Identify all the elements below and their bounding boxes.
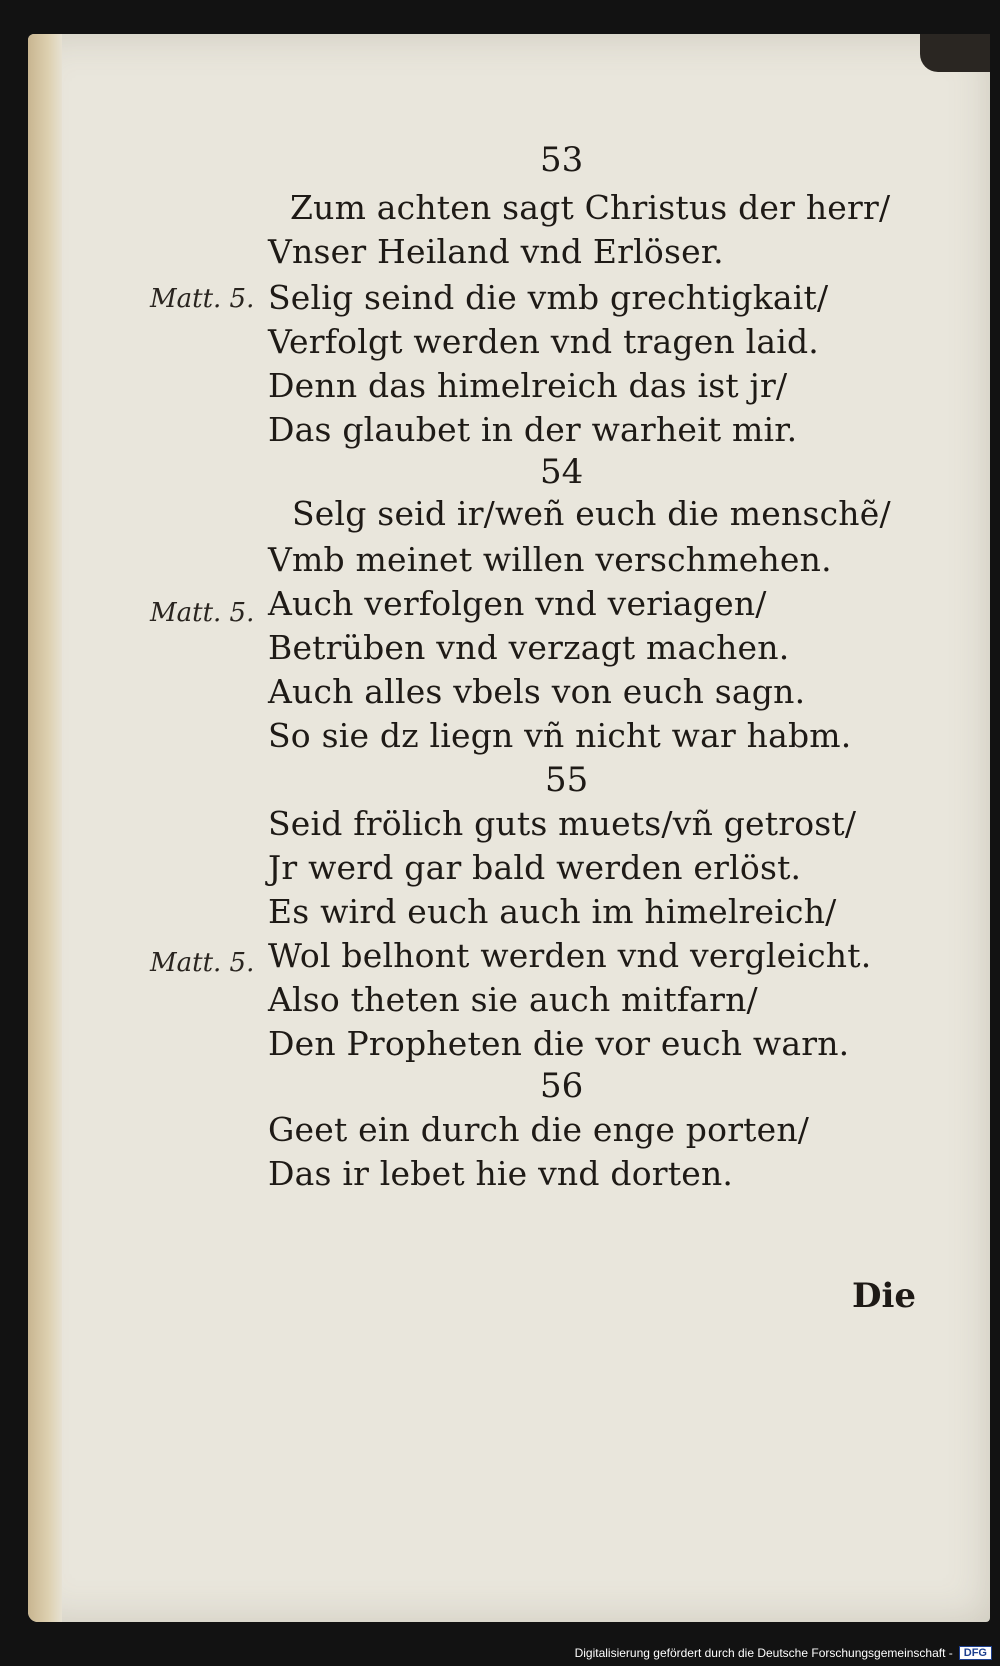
verse-line: Den Propheten die vor euch warn. — [268, 1024, 850, 1063]
verse-line: Geet ein durch die enge porten/ — [268, 1110, 810, 1149]
verse-line: Selig seind die vmb grechtigkait/ — [268, 278, 829, 317]
verse-number: 53 — [540, 140, 584, 180]
verse-number: 56 — [540, 1066, 584, 1106]
footer — [575, 1646, 992, 1660]
verse-line: Selg seid ir/weñ euch die menschẽ/ — [292, 494, 891, 533]
verse-line: Wol belhont werden vnd vergleicht. — [268, 936, 872, 975]
verse-line: Auch verfolgen vnd veriagen/ — [268, 584, 767, 623]
verse-line: So sie dz liegn vñ nicht war habm. — [268, 716, 852, 755]
verse-line: Zum achten sagt Christus der herr/ — [290, 188, 891, 227]
dfg-logo: DFG — [959, 1646, 992, 1660]
verse-number: 54 — [540, 452, 584, 492]
marginal-reference: Matt. 5. — [150, 284, 255, 314]
verse-line: Denn das himelreich das ist jr/ — [268, 366, 788, 405]
verse-line: Auch alles vbels von euch sagn. — [268, 672, 806, 711]
verse-line: Vmb meinet willen verschmehen. — [268, 540, 832, 579]
page-edge — [28, 34, 62, 1622]
marginal-reference: Matt. 5. — [150, 598, 255, 628]
catchword: Die — [852, 1276, 917, 1316]
verse-line: Also theten sie auch mitfarn/ — [268, 980, 758, 1019]
verse-line: Vnser Heiland vnd Erlöser. — [268, 232, 724, 271]
verse-line: Seid frölich guts muets/vñ getrost/ — [268, 804, 857, 843]
verse-line: Betrüben vnd verzagt machen. — [268, 628, 790, 667]
footer-text: Digitalisierung gefördert durch die Deutsche Forschungsgemeinschaft - — [574, 1646, 953, 1660]
verse-line: Das ir lebet hie vnd dorten. — [268, 1154, 734, 1193]
verse-number: 55 — [545, 760, 589, 800]
page-corner — [920, 34, 990, 72]
verse-line: Verfolgt werden vnd tragen laid. — [268, 322, 819, 361]
verse-line: Jr werd gar bald werden erlöst. — [268, 848, 802, 887]
verse-line: Das glaubet in der warheit mir. — [268, 410, 798, 449]
verse-line: Es wird euch auch im himelreich/ — [268, 892, 837, 931]
marginal-reference: Matt. 5. — [150, 948, 255, 978]
